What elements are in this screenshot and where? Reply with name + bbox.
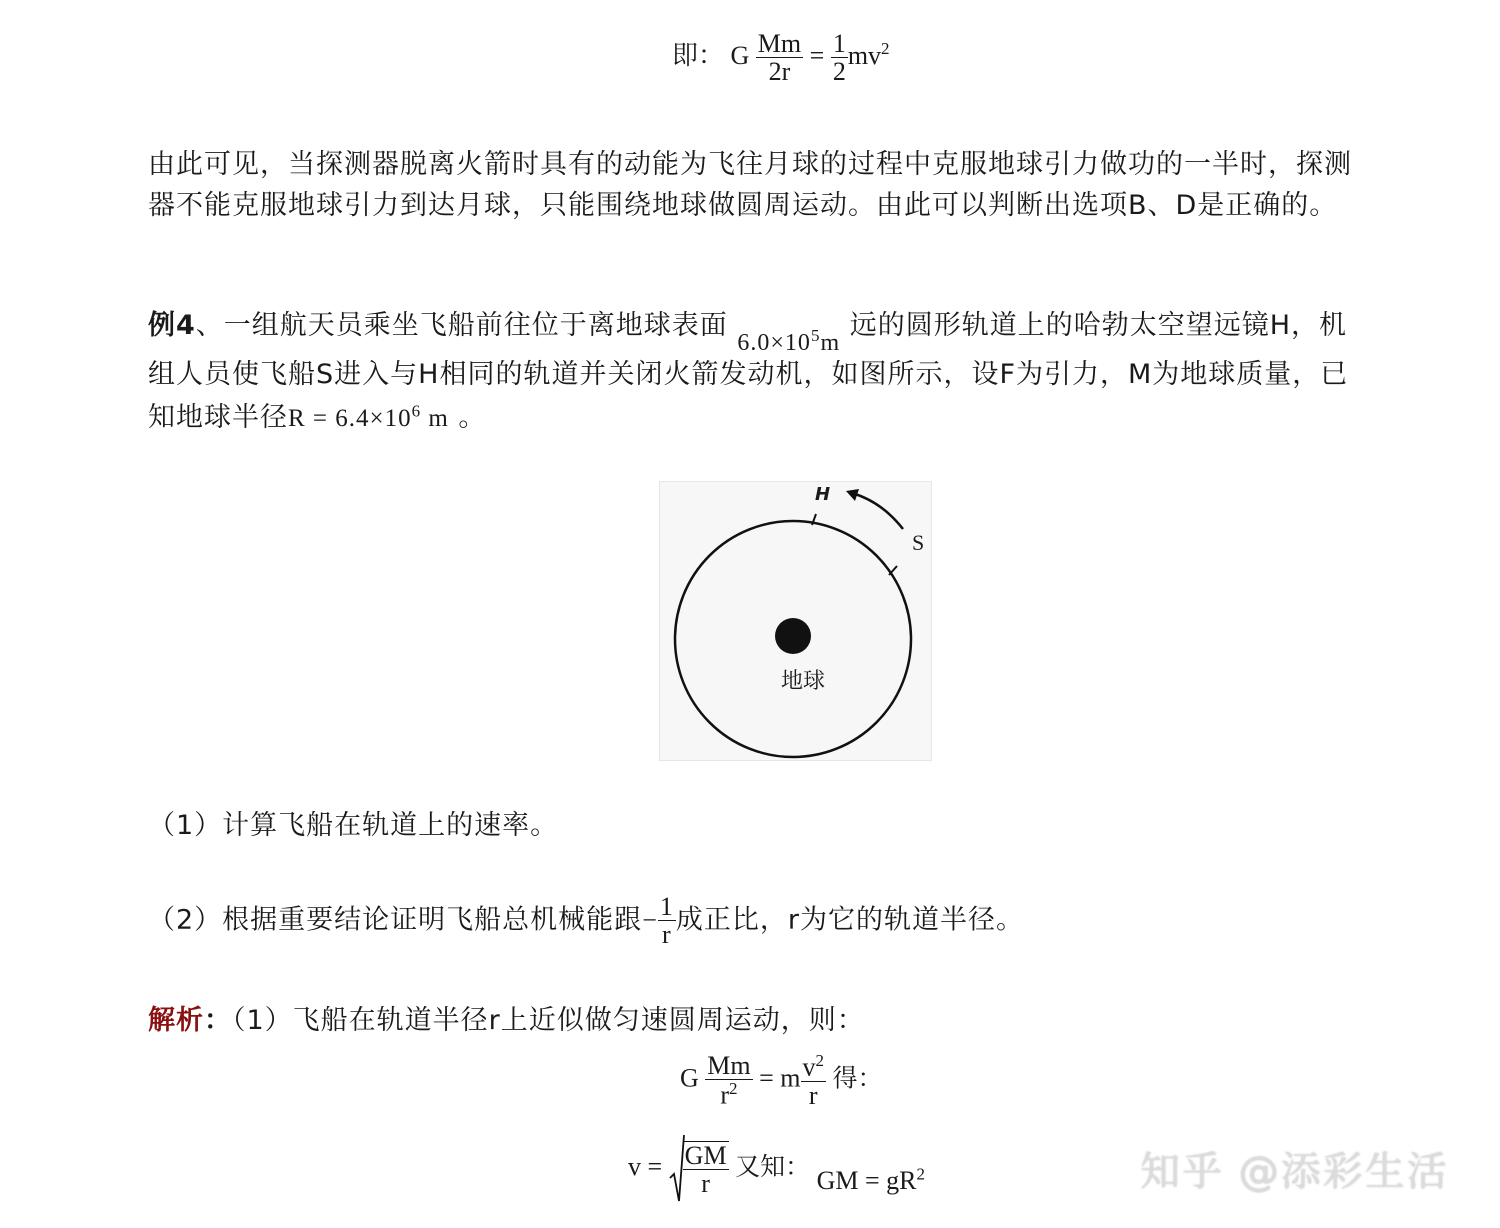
eq3-lhs: v = (628, 1151, 663, 1181)
distance-mantissa: 6.0×10 (737, 330, 811, 356)
radius-exponent: 6 (411, 401, 422, 421)
para1-line1: 由此可见，当探测器脱离火箭时具有的动能为飞往月球的过程中克服地球引力做功的一半时，探测 (148, 149, 1352, 180)
eq1-equals: = (809, 40, 825, 70)
q2-minus: − (642, 905, 658, 935)
eq2-num2-base: v (802, 1052, 816, 1082)
radius-unit: m (428, 405, 449, 432)
example4-line3 (148, 395, 486, 434)
eq2-fraction-left (705, 1052, 752, 1109)
label-h: H (815, 484, 831, 505)
example4-label: 例4 (148, 310, 196, 341)
solution-text: （1）飞船在轨道半径r上近似做匀速圆周运动，则： (232, 1005, 865, 1036)
label-earth: 地球 (781, 669, 826, 694)
eq1-fraction-left (756, 30, 803, 86)
q2-fraction (658, 893, 676, 949)
q2-denominator: r (658, 920, 676, 948)
question-1: （1）计算飞船在轨道上的速率。 (148, 810, 559, 841)
example4-text-3b: 。 (458, 402, 487, 433)
eq2-den-exponent: 2 (729, 1079, 738, 1099)
eq2-denominator (705, 1079, 752, 1109)
eq3-mid: 又知： (735, 1151, 811, 1181)
example4-line2: 组人员使飞船S进入与H相同的轨道并关闭火箭发动机，如图所示，设F为引力，M为地球质量，已 (148, 359, 1349, 390)
para1-line2: 器不能克服地球引力到达月球，只能围绕地球做圆周运动。由此可以判断出选项B、D是正确的。 (148, 190, 1338, 221)
solution-label: 解析 (148, 1005, 204, 1036)
eq2-denominator-2: r (801, 1081, 827, 1109)
eq2-g: G (680, 1063, 699, 1093)
eq2-num2-exponent: 2 (815, 1051, 825, 1070)
q2-text-a: （2）根据重要结论证明飞船总机械能跟 (148, 904, 643, 936)
equation-gravity (680, 1052, 883, 1109)
eq1-denominator-2: 2 (832, 57, 846, 87)
eq1-fraction-right (831, 30, 848, 86)
eq2-numerator: Mm (707, 1051, 751, 1080)
eq1-g: G (730, 40, 750, 70)
example4-text-3a: 知地球半径 (148, 402, 288, 433)
distance-exponent: 5 (810, 326, 821, 345)
eq1-tail: mv (847, 40, 882, 70)
eq1-numerator-2: 1 (832, 29, 846, 58)
distance-unit: m (820, 330, 841, 356)
q2-text-b: 成正比，r为它的轨道半径。 (675, 904, 1024, 936)
eq1-denominator: 2r (756, 57, 803, 85)
eq2-fraction-right (801, 1052, 827, 1109)
eq1-numerator: Mm (757, 29, 802, 58)
solution-colon: ： (204, 1005, 232, 1036)
eq2-den-base: r (720, 1080, 730, 1110)
eq2-mid: = m (759, 1063, 801, 1093)
example4-text-1b: 远的圆形轨道上的哈勃太空望远镜H，机 (849, 310, 1348, 341)
equation-velocity (628, 1134, 925, 1204)
eq3-denominator: r (683, 1169, 729, 1197)
orbit-diagram (660, 482, 931, 760)
equation-energy (672, 30, 890, 86)
eq1-exponent: 2 (881, 39, 890, 59)
example4-text-1a: 、一组航天员乘坐飞船前往位于离地球表面 (195, 310, 728, 341)
eq2-tail: 得： (832, 1063, 883, 1093)
solution-line (148, 998, 865, 1037)
earth-radius-formula (288, 401, 449, 432)
eq3-rhs (817, 1166, 925, 1195)
orbit-figure (659, 481, 932, 761)
label-s: S (912, 530, 925, 555)
eq2-numerator-2 (801, 1052, 827, 1081)
question-2 (148, 893, 1024, 949)
eq3-rhs-exponent: 2 (916, 1164, 925, 1184)
eq3-numerator: GM (684, 1140, 727, 1170)
eq3-rhs-base: GM = gR (816, 1165, 917, 1195)
sqrt-expression (669, 1134, 729, 1204)
eq1-lead: 即： (672, 40, 725, 71)
radius-lhs: R = 6.4×10 (288, 405, 412, 432)
motion-arrow (852, 493, 903, 529)
zhihu-watermark: 知乎 @添彩生活 (1140, 1149, 1449, 1195)
earth-dot (775, 618, 811, 654)
eq3-fraction (683, 1141, 729, 1198)
q2-numerator: 1 (659, 892, 674, 921)
